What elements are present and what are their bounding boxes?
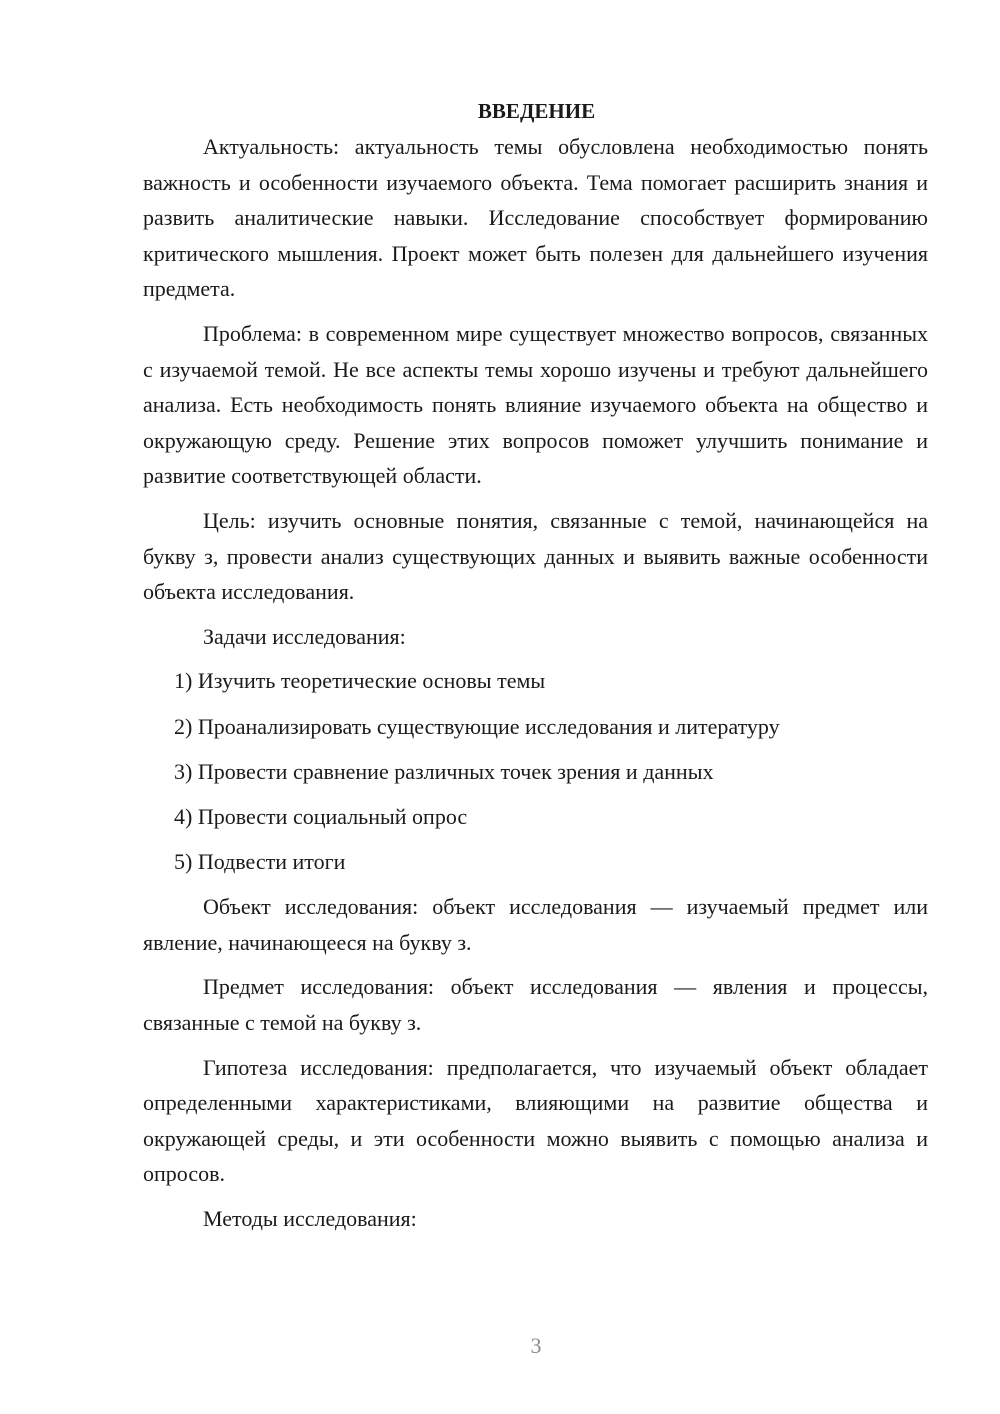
page-number: 3 <box>530 1333 542 1358</box>
tasks-title: Задачи исследования: <box>203 623 406 649</box>
subject-paragraph: Предмет исследования: объект исследования — явления и процессы, связанные с темой на букву з. <box>143 974 928 1036</box>
relevance-paragraph: Актуальность: актуальность темы обусловлена необходимостью понять важность и особенности изучаемого объекта. Тема помогает расширить знания и развить аналитические навыки. Исследование способствует формированию критического мышления. Проект может быть полезен для дальнейшего изучения предмета. <box>143 134 928 302</box>
problem-paragraph: Проблема: в современном мире существует множество вопросов, связанных с изучаемой темой. Не все аспекты темы хорошо изучены и требуют дальнейшего анализа. Есть необходимость понять влияние изучаемого объекта на общество и окружающую среду. Решение этих вопросов поможет улучшить понимание и развитие соответствующей области. <box>143 320 928 489</box>
task-item: 5) Подвести итоги <box>174 849 346 875</box>
page-content <box>143 94 928 1246</box>
goal-paragraph: Цель: изучить основные понятия, связанные с темой, начинающейся на букву з, провести анализ существующих данных и выявить важные особенности объекта исследования. <box>143 507 928 605</box>
task-item: 3) Провести сравнение различных точек зрения и данных <box>174 758 714 784</box>
hypothesis-paragraph: Гипотеза исследования: предполагается, что изучаемый объект обладает определенными характеристиками, влияющими на развитие общества и окружающей среды, и эти особенности можно выявить с помощью анализа и опросов. <box>143 1054 928 1187</box>
object-paragraph: Объект исследования: объект исследования — изучаемый предмет или явление, начинающееся на букву з. <box>143 894 928 955</box>
task-item: 1) Изучить теоретические основы темы <box>174 668 546 694</box>
task-item: 4) Провести социальный опрос <box>174 803 468 829</box>
tasks-list <box>143 663 928 879</box>
page-heading: ВВЕДЕНИЕ <box>477 99 596 123</box>
methods-title: Методы исследования: <box>203 1206 417 1231</box>
task-item: 2) Проанализировать существующие исследования и литературу <box>174 713 780 739</box>
